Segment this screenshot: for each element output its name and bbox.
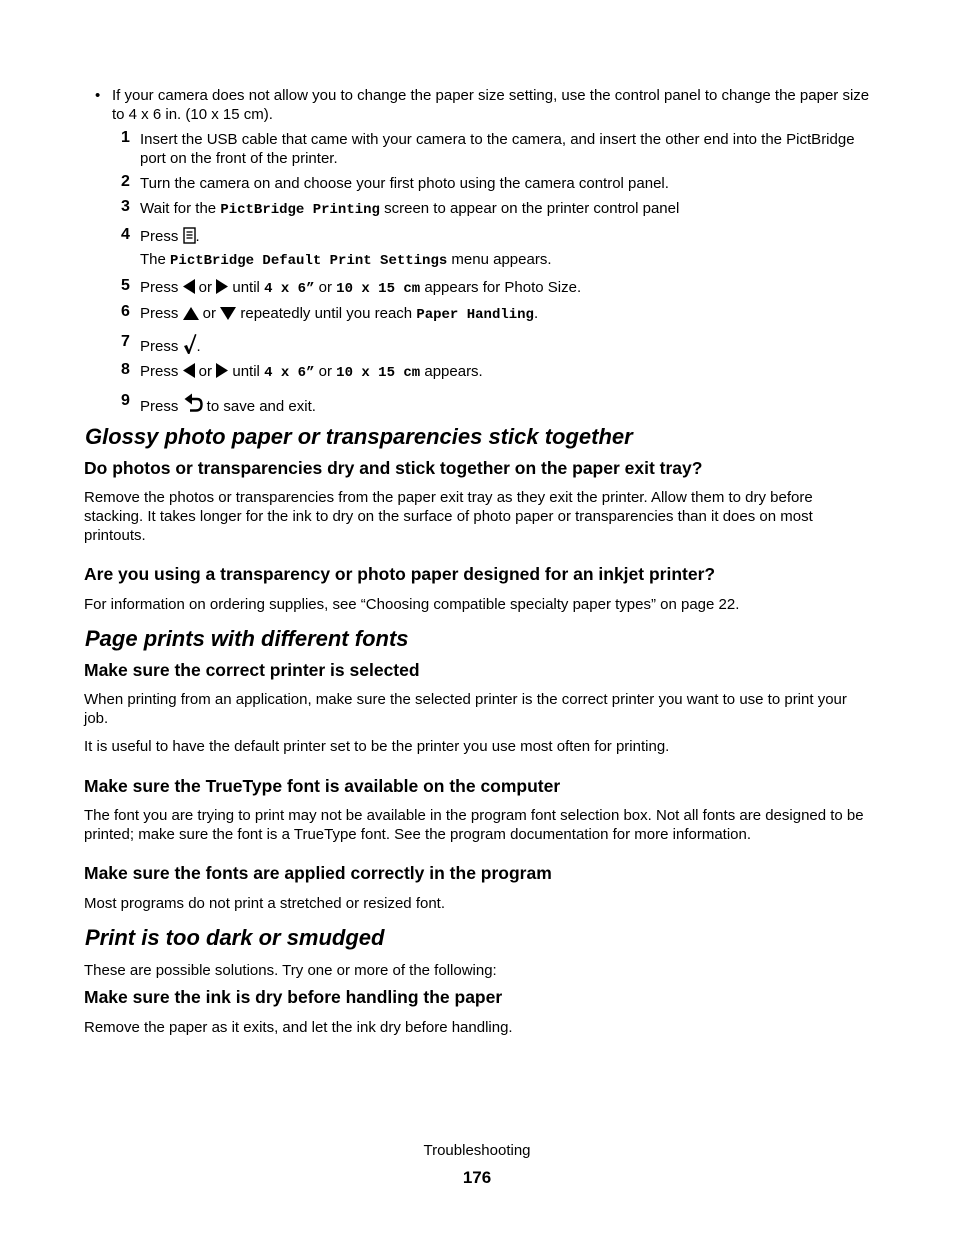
step-text-part: repeatedly until you reach — [236, 305, 417, 322]
step-text-part: Press — [140, 338, 183, 355]
size-value: 4 x 6” — [264, 281, 315, 297]
paragraph: These are possible solutions. Try one or more of the following: — [84, 962, 497, 979]
back-icon — [183, 393, 203, 413]
right-arrow-icon — [216, 363, 228, 378]
subsection-title: Make sure the TrueType font is available on the computer — [84, 776, 561, 796]
step-number: 2 — [121, 173, 130, 190]
size-value: 10 x 15 cm — [336, 281, 421, 297]
page-number: 176 — [462, 1168, 492, 1187]
section-title: Print is too dark or smudged — [85, 925, 385, 950]
right-arrow-icon — [216, 279, 228, 294]
section-title: Glossy photo paper or transparencies stick together — [85, 424, 633, 449]
step-number: 3 — [121, 198, 130, 215]
left-arrow-icon — [183, 279, 195, 294]
step-text-part: . — [533, 305, 539, 322]
bullet-item — [95, 86, 885, 124]
subsection-title: Make sure the ink is dry before handling the paper — [84, 987, 503, 1007]
step-text-part: Press — [140, 279, 183, 296]
step-text-part: or — [314, 363, 337, 380]
left-arrow-icon — [183, 363, 195, 378]
step-text-part: appears for Photo Size. — [420, 279, 582, 296]
menu-name: PictBridge Default Print Settings — [170, 253, 448, 269]
step-text-part: Wait for the — [140, 200, 221, 217]
step-text: Turn the camera on and choose your first photo using the camera control panel. — [140, 175, 669, 192]
paragraph: Remove the photos or transparencies from the paper exit tray as they exit the printer. Allow them to dry before stacking. It takes longer for the ink to dry on the surface of photo paper or transparencies than it does on most printouts. — [84, 489, 813, 544]
screen-name: PictBridge Printing — [220, 202, 380, 218]
down-arrow-icon — [220, 307, 236, 320]
step-subtext — [140, 250, 552, 271]
paragraph: Most programs do not print a stretched or resized font. — [84, 895, 446, 912]
subsection-title: Make sure the fonts are applied correctly in the program — [84, 863, 552, 883]
step-number: 5 — [121, 277, 130, 294]
checkmark-icon — [183, 334, 197, 354]
step-text-part: or — [198, 305, 221, 322]
menu-icon — [183, 227, 196, 244]
step-text-part: Press — [140, 398, 183, 415]
step-text — [140, 304, 538, 325]
bullet-text: If your camera does not allow you to change the paper size setting, use the control panel to change the paper size to 4 x 6 in. (10 x 15 cm). — [112, 87, 870, 123]
step-number: 6 — [121, 303, 130, 320]
step-text — [140, 393, 316, 416]
step-text — [140, 278, 581, 299]
step-number: 9 — [121, 392, 130, 409]
subsection-title: Are you using a transparency or photo paper designed for an inkjet printer? — [84, 564, 716, 584]
step-text — [140, 227, 200, 246]
step-text-part: or — [314, 279, 337, 296]
step-text-part: menu appears. — [447, 251, 552, 268]
step-text-part: The — [140, 251, 171, 268]
size-value: 4 x 6” — [264, 365, 315, 381]
step-number: 8 — [121, 361, 130, 378]
paragraph: For information on ordering supplies, see “Choosing compatible specialty paper types” on page 22. — [84, 596, 740, 613]
size-value: 10 x 15 cm — [336, 365, 421, 381]
paragraph: Remove the paper as it exits, and let the ink dry before handling. — [84, 1019, 513, 1036]
step-text-part: or — [194, 279, 217, 296]
subsection-title: Do photos or transparencies dry and stick together on the paper exit tray? — [84, 458, 703, 478]
step-text — [140, 362, 483, 383]
step-text-part: until — [228, 363, 265, 380]
step-text — [140, 199, 679, 220]
step-text-part: screen to appear on the printer control panel — [379, 200, 680, 217]
step-text-part: . — [196, 338, 201, 355]
step-text-part: . — [195, 228, 200, 245]
subsection-title: Make sure the correct printer is selected — [84, 660, 420, 680]
step-number: 4 — [121, 226, 130, 243]
bullet-dot: • — [95, 87, 101, 104]
step-text-part: Press — [140, 305, 183, 322]
step-number: 1 — [121, 129, 130, 146]
menu-name: Paper Handling — [416, 307, 534, 323]
step-text-part: Press — [140, 363, 183, 380]
step-text: Insert the USB cable that came with your camera to the camera, and insert the other end into the PictBridge port on the front of the printer. — [140, 131, 855, 167]
step-text-part: appears. — [420, 363, 483, 380]
paragraph: The font you are trying to print may not be available in the program font selection box. Not all fonts are designed to be printed; make sure the font is a TrueType font. See the program documentation for more information. — [84, 807, 864, 843]
paragraph: It is useful to have the default printer set to be the printer you use most often for printing. — [84, 738, 670, 755]
up-arrow-icon — [183, 307, 199, 320]
step-text-part: to save and exit. — [202, 398, 316, 415]
step-text — [140, 334, 201, 356]
section-title: Page prints with different fonts — [85, 626, 409, 651]
step-text-part: or — [194, 363, 217, 380]
paragraph: When printing from an application, make sure the selected printer is the correct printer you want to use to print your job. — [84, 691, 847, 727]
footer-section-name: Troubleshooting — [423, 1142, 531, 1159]
step-text-part: until — [228, 279, 265, 296]
step-number: 7 — [121, 333, 130, 350]
step-text-part: Press — [140, 228, 183, 245]
